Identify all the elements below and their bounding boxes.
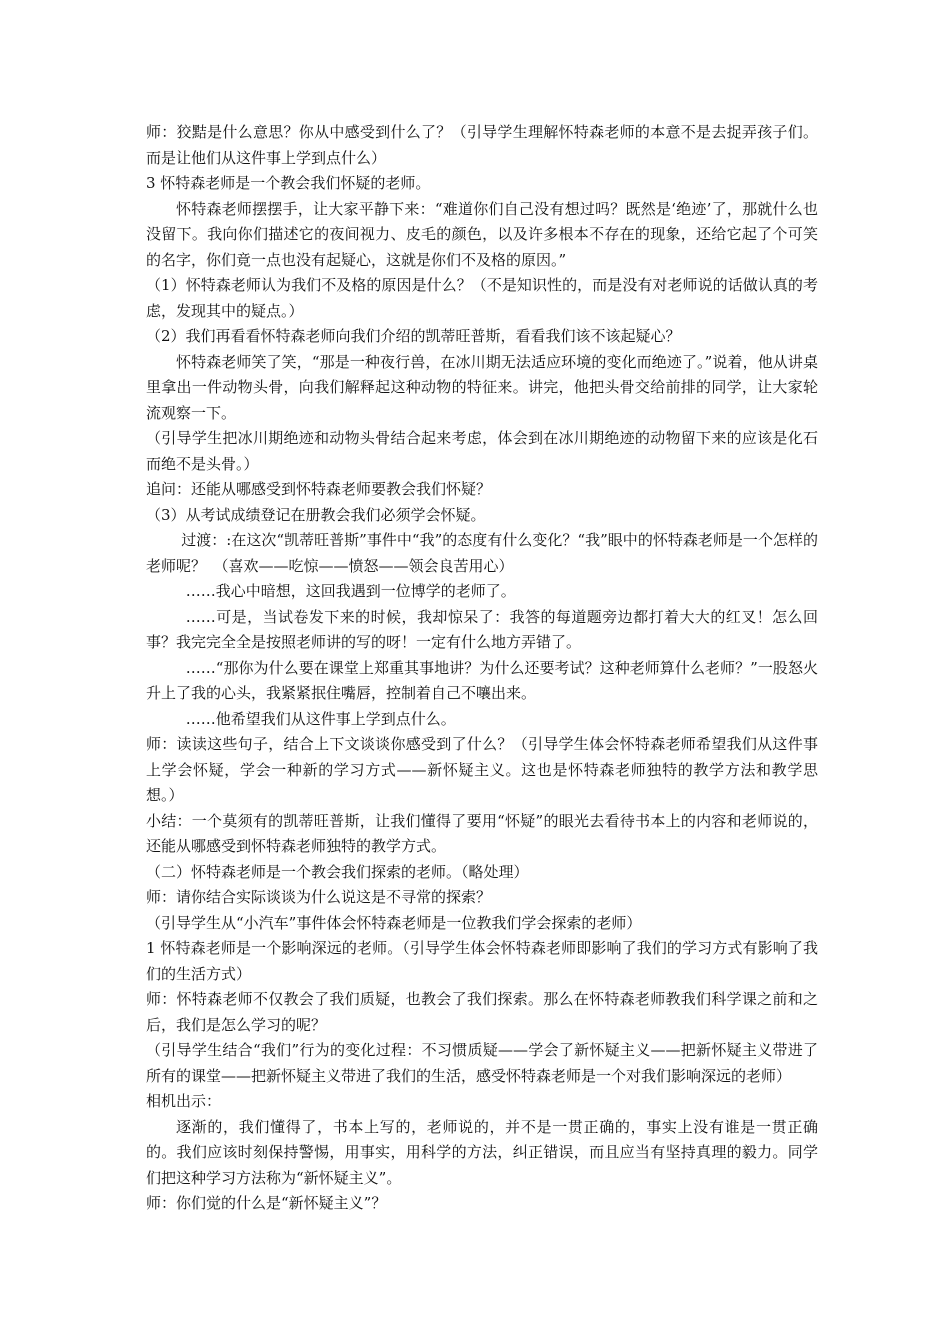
quoted-passage: 怀特森老师摆摆手，让大家平静下来：“难道你们自己没有想过吗？既然是‘绝迹’了，那就什么也没留下。我向你们描述它的夜间视力、皮毛的颜色，以及许多根本不存在的现象，还给它起了个可笑的名字，你们竟一点也没有起疑心，这就是你们不及格的原因。” (146, 199, 818, 269)
quoted-passage: 逐渐的，我们懂得了，书本上写的，老师说的，并不是一贯正确的，事实上没有谁是一贯正确的。我们应该时刻保持警惕，用事实，用科学的方法，纠正错误，而且应当有坚持真理的毅力。同学们把这种学习方法称为“新怀疑主义”。 (146, 1117, 818, 1187)
quoted-passage: ……他希望我们从这件事上学到点什么。 (185, 709, 456, 728)
paragraph: 师：狡黠是什么意思？你从中感受到什么了？（引导学生理解怀特森老师的本意不是去捉弄孩子们。而是让他们从这件事上学到点什么） (146, 123, 818, 167)
quoted-passage: ……我心中暗想，这回我遇到一位博学的老师了。 (185, 582, 516, 600)
paragraph: 小结：一个莫须有的凯蒂旺普斯，让我们懂得了要用“怀疑”的眼光去看待书本上的内容和老师说的，还能从哪感受到怀特森老师独特的教学方式。 (146, 811, 818, 855)
paragraph: 师：怀特森老师不仅教会了我们质疑，也教会了我们探索。那么在怀特森老师教我们科学课之前和之后，我们是怎么学习的呢？ (146, 990, 818, 1034)
paragraph: 师：请你结合实际谈谈为什么说这是不寻常的探索？ (146, 888, 492, 906)
paragraph: （引导学生把冰川期绝迹和动物头骨结合起来考虑，体会到在冰川期绝迹的动物留下来的应该是化石而绝不是头骨。） (146, 429, 818, 473)
paragraph: 师：读读这些句子，结合上下文谈谈你感受到了什么？（引导学生体会怀特森老师希望我们从这件事上学会怀疑，学会一种新的学习方式——新怀疑主义。这也是怀特森老师独特的教学方法和教学思想。） (146, 735, 818, 804)
paragraph: 师：你们觉的什么是“新怀疑主义”？ (146, 1194, 387, 1212)
document-page (146, 120, 818, 1217)
paragraph: （引导学生从“小汽车”事件体会怀特森老师是一位教我们学会探索的老师） (146, 913, 642, 932)
quoted-passage: 怀特森老师笑了笑，“那是一种夜行兽，在冰川期无法适应环境的变化而绝迹了。”说着，他从讲桌里拿出一件动物头骨，向我们解释起这种动物的特征来。讲完，他把头骨交给前排的同学，让大家轮流观察一下。 (146, 352, 818, 422)
section-heading: 1 怀特森老师是一个影响深远的老师。（引导学生体会怀特森老师即影响了我们的学习方式有影响了我们的生活方式） (146, 939, 818, 983)
section-heading: （二）怀特森老师是一个教会我们探索的老师。（略处理） (146, 862, 529, 881)
paragraph: （3）从考试成绩登记在册教会我们必须学会怀疑。 (146, 505, 486, 524)
quoted-passage: ……“那你为什么要在课堂上郑重其事地讲？为什么还要考试？这种老师算什么老师？”一股怒火升上了我的心头，我紧紧抿住嘴唇，控制着自己不嚷出来。 (146, 658, 818, 702)
paragraph: 过渡：:在这次“凯蒂旺普斯”事件中“我”的态度有什么变化？“我”眼中的怀特森老师是一个怎样的老师呢？ （喜欢——吃惊——愤怒——领会良苦用心） (146, 531, 818, 575)
paragraph: （1）怀特森老师认为我们不及格的原因是什么？（不是知识性的，而是没有对老师说的话做认真的考虑，发现其中的疑点。） (146, 276, 818, 320)
paragraph: （2）我们再看看怀特森老师向我们介绍的凯蒂旺普斯，看看我们该不该起疑心？ (146, 327, 681, 345)
quoted-passage: ……可是，当试卷发下来的时候，我却惊呆了：我答的每道题旁边都打着大大的红叉！怎么回事？我完完全全是按照老师讲的写的呀！一定有什么地方弄错了。 (146, 607, 818, 651)
paragraph: 相机出示： (146, 1092, 222, 1110)
paragraph: 追问：还能从哪感受到怀特森老师要教会我们怀疑？ (146, 480, 492, 498)
paragraph: （引导学生结合“我们”行为的变化过程：不习惯质疑——学会了新怀疑主义——把新怀疑主义带进了所有的课堂——把新怀疑主义带进了我们的生活，感受怀特森老师是一个对我们影响深远的老师） (146, 1041, 818, 1085)
section-heading: 3 怀特森老师是一个教会我们怀疑的老师。 (146, 174, 431, 192)
